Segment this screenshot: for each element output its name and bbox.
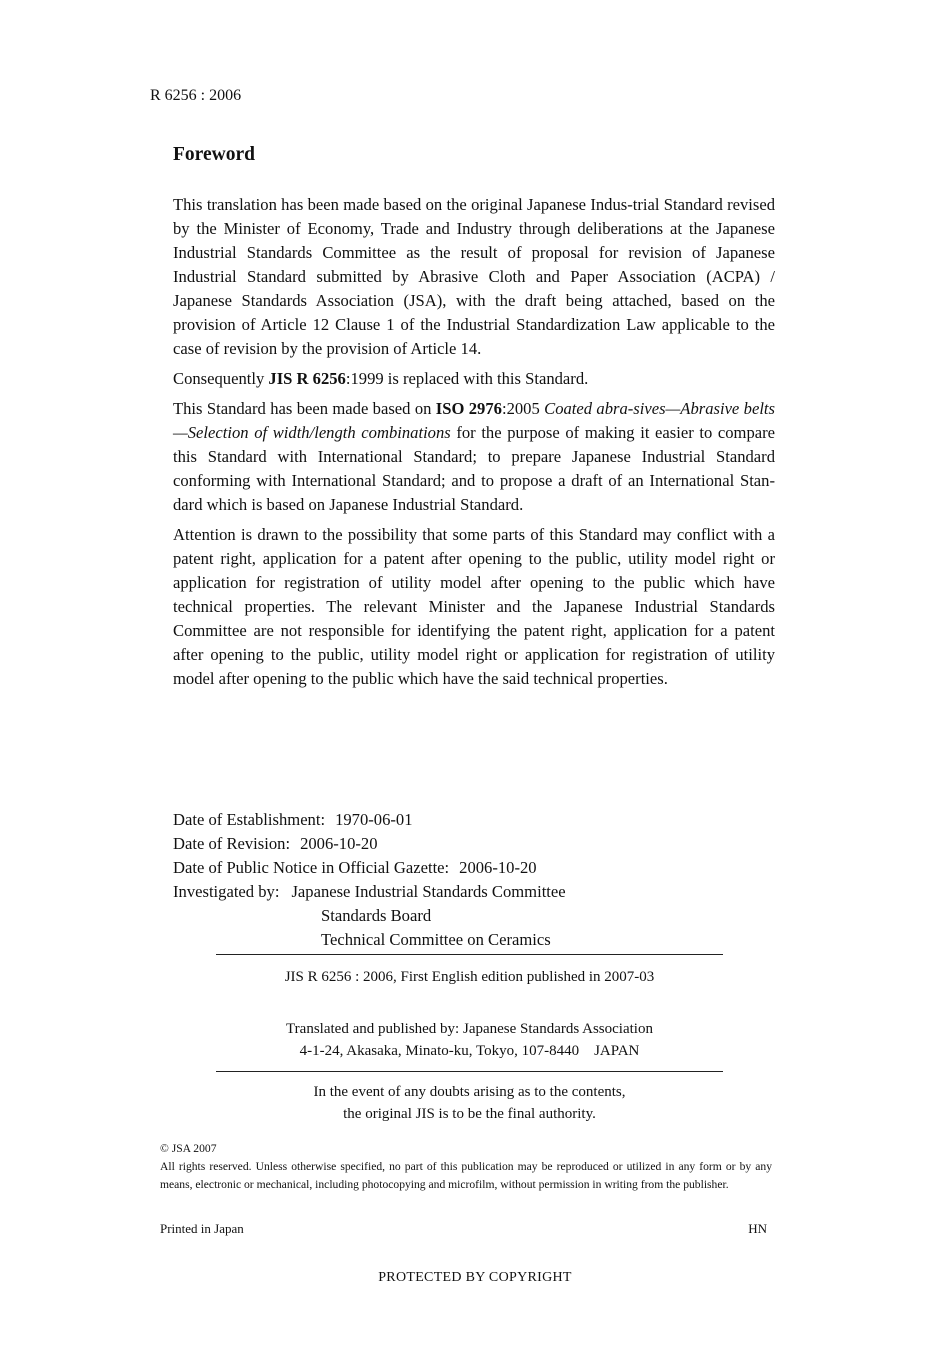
revision-date: 2006-10-20 <box>300 834 378 853</box>
foreword-paragraph-4: Attention is drawn to the possibility that some parts of this Standard may conflict with a patent right, application for a patent after opening to the public, utility model right or application for registration of utility model after opening to the public which have technical properties. The relevant Minister and the Japanese Industrial Standards Committee are not responsible for identifying the patent right, application for a patent after opening to the public, utility model right or application for registration of utility model after opening to the public which have the said technical properties. <box>173 525 775 688</box>
publisher-address: 4-1-24, Akasaka, Minato-ku, Tokyo, 107-8440 JAPAN <box>299 1043 640 1059</box>
edition-line: JIS R 6256 : 2006, First English edition published in 2007-03 <box>284 969 655 985</box>
establishment-label: Date of Establishment: <box>173 810 326 829</box>
doubts-line-2: the original JIS is to be the final authority. <box>343 1106 596 1122</box>
p3-iso-title: Coated abra-sives—Abrasive belts—Selection of width/length combinations <box>173 399 775 442</box>
investigated-board: Standards Board <box>321 906 432 925</box>
public-notice-row <box>173 856 566 880</box>
printer-code: HN <box>748 1221 767 1236</box>
copyright-notice: © JSA 2007 <box>160 1142 217 1155</box>
public-notice-date: 2006-10-20 <box>459 858 537 877</box>
protected-by-copyright: PROTECTED BY COPYRIGHT <box>378 1270 572 1285</box>
revision-row <box>173 832 566 856</box>
foreword-paragraph-2 <box>173 367 775 391</box>
p3-text-a: This Standard has been made based on <box>173 399 436 418</box>
investigated-technical-committee: Technical Committee on Ceramics <box>321 930 551 949</box>
establishment-date: 1970-06-01 <box>335 810 413 829</box>
foreword-body <box>173 193 775 697</box>
legal-notice <box>160 1140 772 1194</box>
p2-text-b: :1999 is replaced with this Standard. <box>345 369 589 388</box>
public-notice-label: Date of Public Notice in Official Gazette: <box>173 858 450 877</box>
investigated-label: Investigated by: <box>173 882 280 901</box>
investigated-committee: Japanese Industrial Standards Committee <box>291 882 566 901</box>
dates-block <box>173 808 566 952</box>
establishment-row <box>173 808 566 832</box>
divider-top <box>216 954 723 955</box>
publisher-line-1: Translated and published by: Japanese Standards Association <box>286 1021 653 1037</box>
p2-jis-ref: JIS R 6256 <box>268 369 346 388</box>
foreword-paragraph-1: This translation has been made based on the original Japanese Indus-trial Standard revised by the Minister of Economy, Trade and Industry through deliberations at the Japanese Industrial Standards Committee as the result of proposal for revision of Japanese Industrial Standard submitted by Abrasive Cloth and Paper Association (ACPA) / Japanese Standards Association (JSA), with the draft being attached, based on the provision of Article 12 Clause 1 of the Industrial Standardization Law applicable to the case of revision by the provision of Article 14. <box>173 195 775 358</box>
printed-row <box>160 1221 767 1237</box>
doubts-line-1: In the event of any doubts arising as to the contents, <box>313 1084 626 1100</box>
p3-iso-ref: ISO 2976 <box>435 399 502 418</box>
foreword-paragraph-3 <box>173 397 775 517</box>
investigated-row <box>173 880 566 904</box>
p2-text-a: Consequently <box>173 369 269 388</box>
foreword-heading: Foreword <box>173 144 255 165</box>
p3-text-b: :2005 <box>501 399 545 418</box>
divider-bottom <box>216 1071 723 1072</box>
rights-reserved-text: All rights reserved. Unless otherwise specified, no part of this publication may be reproduced or utilized in any form or by any means, electronic or mechanical, including photocopying and microfilm, without permission in writing from the publisher. <box>160 1160 772 1191</box>
revision-label: Date of Revision: <box>173 834 291 853</box>
document-id: R 6256 : 2006 <box>150 87 242 104</box>
p3-text-c: for the purpose of making it easier to compare this Standard with International Standard; to prepare Japanese Industrial Standard conforming with International Standard; and to propose a draft of an International Stan-dard which is based on Japanese Industrial Standard. <box>173 423 776 514</box>
printed-in-japan: Printed in Japan <box>160 1221 244 1236</box>
